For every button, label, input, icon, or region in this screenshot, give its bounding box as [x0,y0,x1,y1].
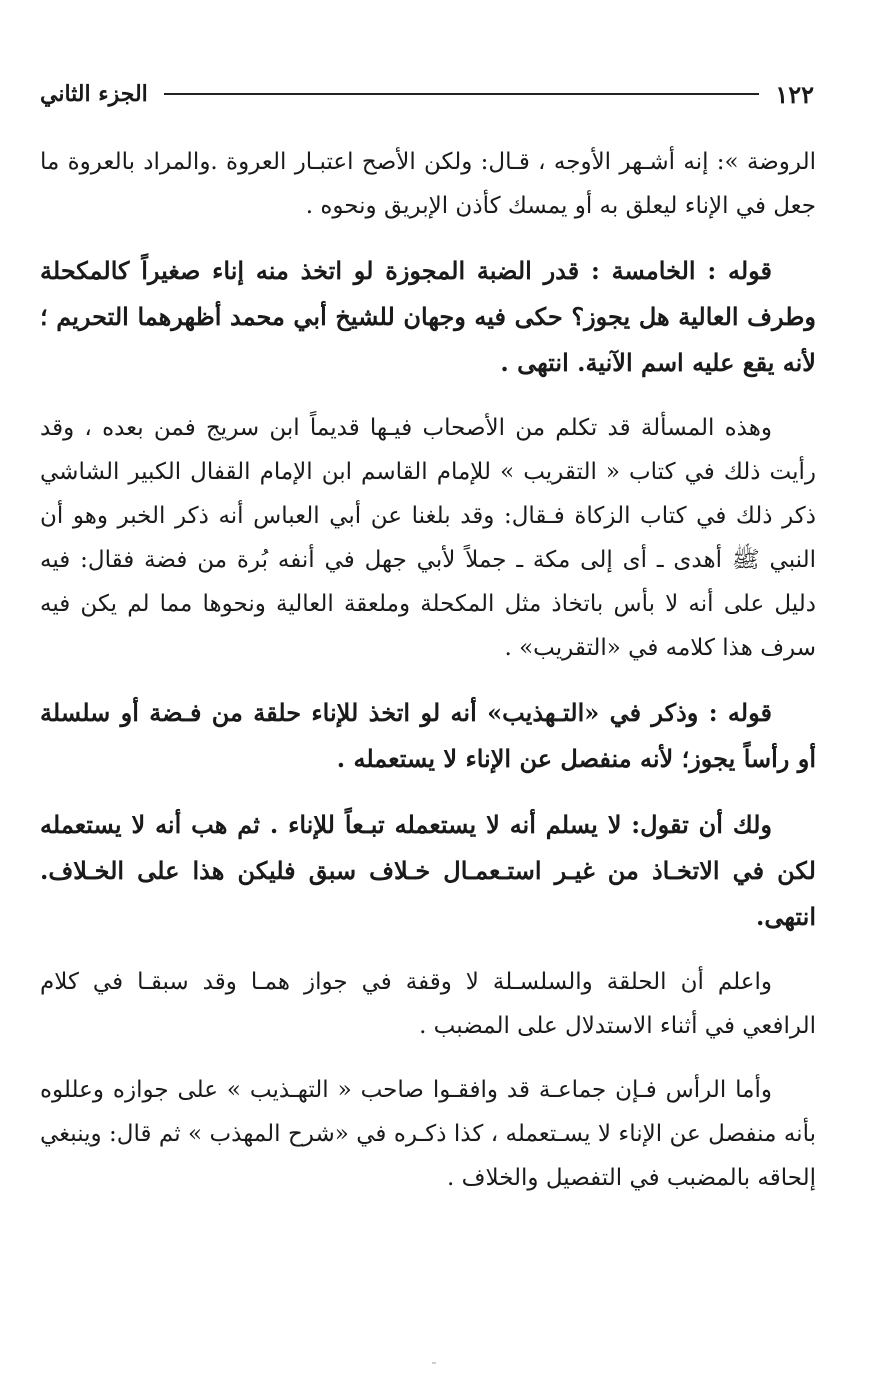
paragraph-head: وأما الرأس فـإن جماعـة قد وافقـوا صاحب « التهـذيب » على جوازه وعللوه بأنه منفصل عن الإناء لا يسـتعمله ، كذا ذكـره في «شرح المهذب » ثم قال: وينبغي إلحاقه بالمضبب في التفصيل والخلاف . [40,1077,816,1191]
running-header [40,74,814,114]
page-number: ١٢٢ [775,79,814,109]
paragraph-objection: ولك أن تقول: لا يسلم أنه لا يستعمله تبـعاً للإناء . ثم هب أنه لا يستعمله لكن في الاتخـاذ من غيـر استـعمـال خـلاف سبق فليكن هذا على الخـلاف. انتهى. [40,810,816,931]
paragraph-quote-tahdhib: قوله : وذكر في «التـهذيب» أنه لو اتخذ للإناء حلقة من فـضة أو سلسلة أو رأساً يجوز؛ لأنه منفصل عن الإناء لا يستعمله . [40,698,816,773]
part-title: الجزء الثاني [40,81,148,107]
paragraph-commentary-taqrib: وهذه المسألة قد تكلم من الأصحاب فيـها قديماً ابن سريج فمن بعده ، وقد رأيت ذلك في كتاب « التقريب » للإمام القاسم ابن الإمام القفال الكبير الشاشي ذكر ذلك في كتاب الزكاة فـقال: وقد بلغنا عن أبي العباس أنه ذكر الخبر وهو أن النبي ﷺ أهدى ـ أى إلى مكة ـ جملاً لأبي جهل في أنفه بُرة من فضة فقال: فيه دليل على أنه لا بأس باتخاذ مثل المكحلة وملعقة العالية ونحوها مما لم يكن فيه سرف هذا كلامه في «التقريب» . [40,415,816,661]
paragraph-quote-fifth: قوله : الخامسة : قدر الضبة المجوزة لو اتخذ منه إناء صغيراً كالمكحلة وطرف العالية هل يجوز؟ حكى فيه وجهان للشيخ أبي محمد أظهرهما التحريم ؛ لأنه يقع عليه اسم الآنية. انتهى . [40,256,816,377]
paragraph-ring-chain: واعلم أن الحلقة والسلسـلة لا وقفة في جواز همـا وقد سبقـا في كلام الرافعي في أثناء الاستدلال على المضبب . [40,969,816,1039]
page-body [40,140,816,1220]
header-rule [164,93,760,95]
scan-artifact [432,1362,436,1364]
paragraph-continuation: الروضة »: إنه أشـهر الأوجه ، قـال: ولكن الأصح اعتبـار العروة .والمراد بالعروة ما جعل في الإناء ليعلق به أو يمسك كأذن الإبريق ونحوه . [40,149,816,219]
